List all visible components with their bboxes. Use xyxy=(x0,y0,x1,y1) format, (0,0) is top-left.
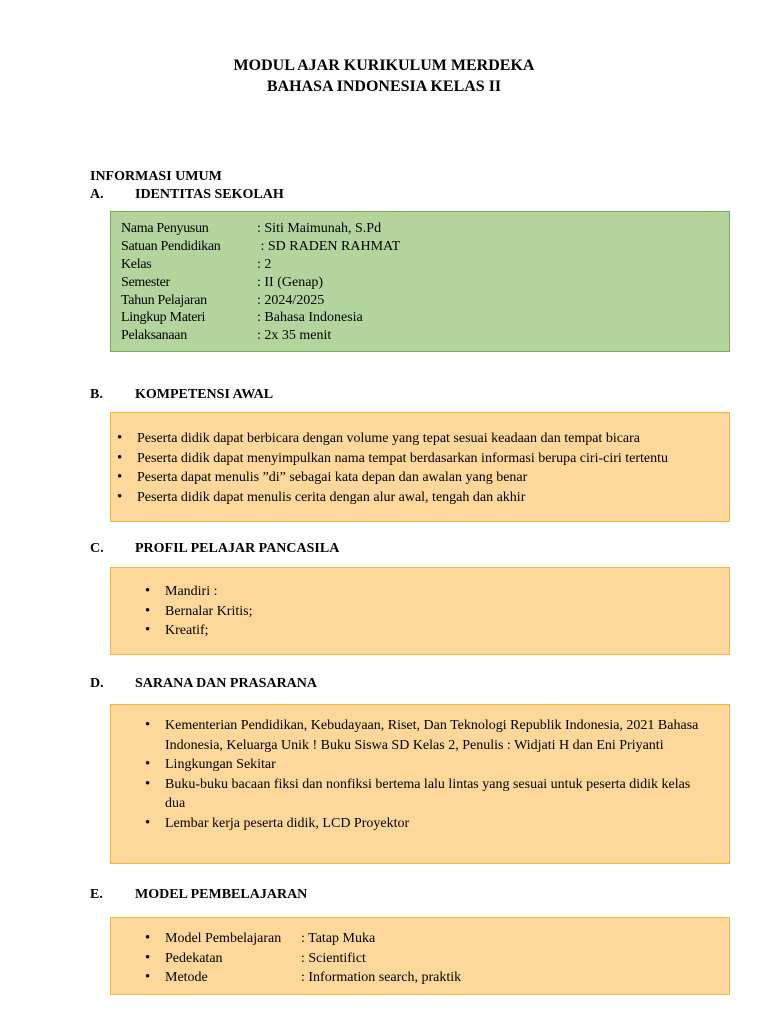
model-value: : Information search, praktik xyxy=(301,970,462,985)
model-label: • Pedekatan xyxy=(165,950,223,966)
identity-row xyxy=(121,238,400,256)
list-item xyxy=(165,929,705,949)
identity-row xyxy=(121,327,331,345)
model-label: • Metode xyxy=(165,970,208,985)
identity-row xyxy=(121,274,323,292)
model-list xyxy=(165,929,705,988)
identity-label: Semester xyxy=(121,275,170,290)
identity-value: : II (Genap) xyxy=(257,275,324,290)
document-title: MODUL AJAR KURIKULUM MERDEKA xyxy=(233,57,535,74)
identity-row xyxy=(121,220,381,238)
info-heading: INFORMASI UMUM xyxy=(90,169,222,184)
section-e-title: MODEL PEMBELAJARAN xyxy=(135,887,308,902)
identity-label: Pelaksanaan xyxy=(121,328,187,343)
list-item: • Mandiri : xyxy=(165,582,705,602)
identity-row xyxy=(121,256,271,274)
identity-label: Lingkup Materi xyxy=(121,310,206,325)
section-c-title: PROFIL PELAJAR PANCASILA xyxy=(135,541,340,556)
list-item: • Bernalar Kritis; xyxy=(165,602,705,622)
list-item: • Lembar kerja peserta didik, LCD Proyektor xyxy=(165,814,700,834)
list-item: • Peserta didik dapat berbicara dengan volume yang tepat sesuai keadaan dan tempat bicara xyxy=(137,429,727,449)
identity-row xyxy=(121,292,324,310)
profil-list xyxy=(165,582,705,641)
identity-value: : 2024/2025 xyxy=(257,293,325,308)
section-d-title: SARANA DAN PRASARANA xyxy=(135,676,318,691)
list-item: • Lingkungan Sekitar xyxy=(165,755,700,775)
model-value: : Scientifict xyxy=(301,950,366,966)
identity-value: : Siti Maimunah, S.Pd xyxy=(257,221,382,236)
sarana-box xyxy=(110,704,730,864)
identity-value: : 2 xyxy=(257,257,272,272)
list-item: • Buku-buku bacaan fiksi dan nonfiksi bertema lalu lintas yang sesuai untuk peserta didik kelas dua xyxy=(165,775,700,814)
section-b-title: KOMPETENSI AWAL xyxy=(135,387,274,402)
identity-label: Nama Penyusun xyxy=(121,221,209,236)
section-b-letter: B. xyxy=(90,387,103,402)
sarana-list xyxy=(165,716,700,833)
section-e-letter: E. xyxy=(90,887,103,902)
list-item xyxy=(165,949,705,969)
identity-box xyxy=(110,211,730,352)
section-a-title: IDENTITAS SEKOLAH xyxy=(135,187,284,202)
identity-value: : Bahasa Indonesia xyxy=(257,310,363,325)
section-a-letter: A. xyxy=(90,187,104,202)
identity-row xyxy=(121,309,363,327)
kompetensi-list xyxy=(137,429,727,507)
list-item xyxy=(165,968,705,988)
list-item: • Peserta didik dapat menulis cerita dengan alur awal, tengah dan akhir xyxy=(137,488,727,508)
document-subtitle: BAHASA INDONESIA KELAS II xyxy=(266,78,502,95)
section-c-letter: C. xyxy=(90,541,104,556)
model-value: : Tatap Muka xyxy=(301,931,376,946)
model-box xyxy=(110,917,730,995)
list-item: • Peserta dapat menulis ”di” sebagai kata depan dan awalan yang benar xyxy=(137,468,727,488)
kompetensi-box xyxy=(110,412,730,522)
identity-value: : SD RADEN RAHMAT xyxy=(257,239,401,254)
identity-label: Satuan Pendidikan xyxy=(121,239,221,254)
section-d-letter: D. xyxy=(90,676,104,691)
model-label: • Model Pembelajaran xyxy=(165,931,282,946)
list-item: • Kreatif; xyxy=(165,621,705,641)
identity-label: Tahun Pelajaran xyxy=(121,293,207,308)
profil-box xyxy=(110,567,730,655)
identity-value: : 2x 35 menit xyxy=(257,328,332,343)
list-item: • Peserta didik dapat menyimpulkan nama tempat berdasarkan informasi berupa ciri-ciri tertentu xyxy=(137,449,727,469)
identity-label: Kelas xyxy=(121,257,152,272)
list-item: • Kementerian Pendidikan, Kebudayaan, Riset, Dan Teknologi Republik Indonesia, 2021 Bahasa Indonesia, Keluarga Unik ! Buku Siswa SD Kelas 2, Penulis : Widjati H dan Eni Priyanti xyxy=(165,716,700,755)
